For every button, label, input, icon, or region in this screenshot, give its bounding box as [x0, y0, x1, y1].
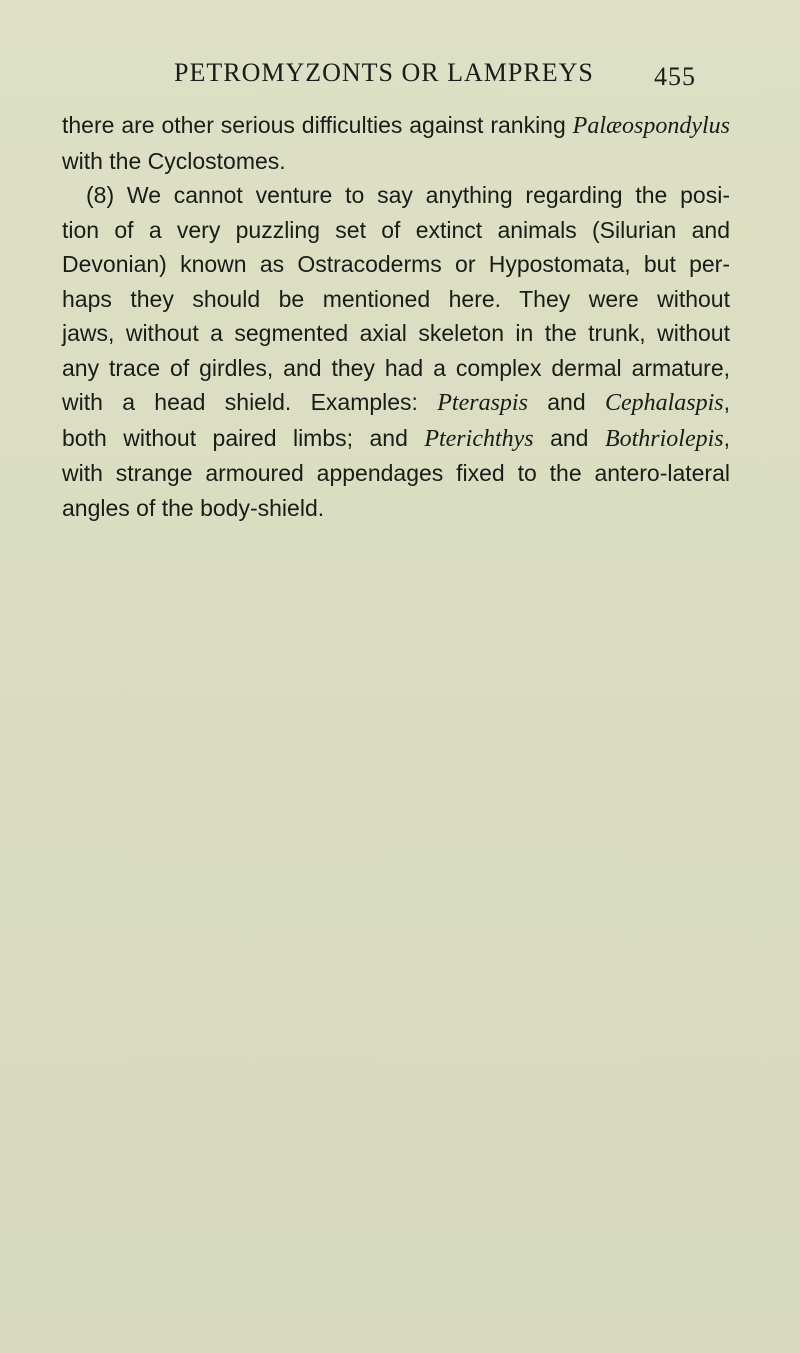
italic-term: Cephalaspis — [604, 390, 724, 416]
running-title: PETROMYZONTS OR LAMPREYS — [174, 58, 594, 87]
text-line — [62, 421, 730, 457]
text-line — [62, 385, 730, 421]
page-header — [174, 58, 696, 98]
text-line: with strange armoured appendages fixed to the antero-lateral — [62, 460, 730, 486]
text-run: , — [723, 389, 731, 415]
italic-term: Pterichthys — [424, 425, 534, 452]
text-line: (8) We cannot venture to say anything regarding the posi- — [86, 182, 730, 208]
text-line: Devonian) known as Ostracoderms or Hypostomata, but per- — [62, 251, 730, 277]
text-line: haps they should be mentioned here. They were without — [62, 285, 730, 312]
text-run: with a head shield. Examples: — [62, 389, 438, 415]
text-run: and — [527, 389, 605, 415]
text-run: there are other serious difficulties against ranking — [62, 112, 573, 138]
text-line: with the Cyclostomes. — [62, 147, 286, 174]
body-text — [62, 108, 730, 525]
text-run: both without paired limbs; and — [62, 424, 425, 451]
italic-term: Pteraspis — [437, 390, 528, 416]
italic-term: Palæospondylus — [572, 113, 730, 139]
page-number: 455 — [654, 62, 696, 91]
text-run: and — [533, 424, 605, 451]
text-run: , — [723, 424, 731, 451]
text-line: tion of a very puzzling set of extinct animals (Silurian and — [62, 216, 730, 243]
text-line — [62, 108, 730, 144]
text-line: any trace of girdles, and they had a complex dermal armature, — [62, 354, 730, 381]
text-line: angles of the body-shield. — [62, 494, 325, 521]
italic-term: Bothriolepis — [604, 425, 724, 452]
text-line: jaws, without a segmented axial skeleton in the trunk, without — [62, 320, 730, 346]
